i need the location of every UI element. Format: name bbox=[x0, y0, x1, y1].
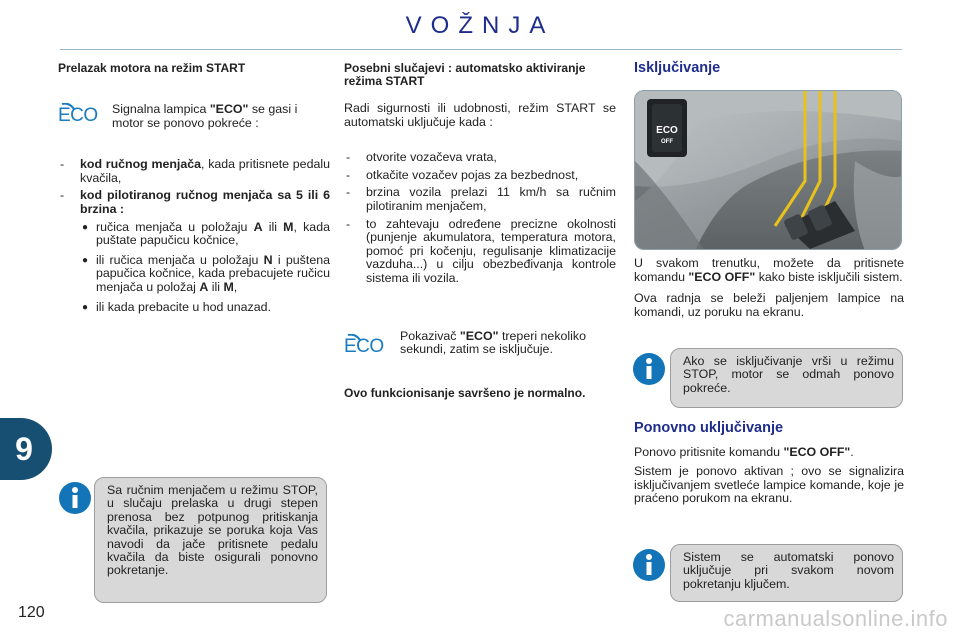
watermark: carmanualsonline.info bbox=[723, 606, 948, 631]
chapter-number: 9 bbox=[15, 430, 33, 467]
restart-section bbox=[634, 422, 904, 506]
page-number: 120 bbox=[18, 604, 45, 621]
info-icon bbox=[58, 481, 92, 515]
sub-list bbox=[80, 221, 330, 315]
eco-icon bbox=[58, 103, 104, 125]
eco-indicator-row bbox=[58, 103, 330, 130]
svg-text:OFF: OFF bbox=[661, 139, 673, 145]
list-item: - to zahtevaju određene precizne okolnosti (punjenje akumulatora, temperatura motora, pomoć pri kočenju, regulisanje klimatizacije vazduha...) u cilju obezbeđivanja kontrole sistema ili vozila. bbox=[344, 218, 616, 286]
normal-operation-note: Ovo funkcionisanje savršeno je normalno. bbox=[344, 385, 586, 400]
svg-text:ECO: ECO bbox=[656, 125, 678, 136]
chapter-tab[interactable] bbox=[0, 418, 52, 480]
info-icon bbox=[632, 548, 666, 582]
info-box-stop-mode: Ako se isključivanje vrši u režimu STOP, motor se odmah ponovo pokreće. bbox=[670, 348, 903, 408]
list-item: - kod pilotiranog ručnog menjača sa 5 ili 6 brzina : ● ručica menjača u položaju A ili M, kada puštate papučicu kočnice, ● ili ručica menjača u položaju N i puštena papučica kočnice, kada prebacujete ručicu menjača u položaj A ili M, ● ili kada prebacite u hod unazad. bbox=[58, 189, 330, 314]
eco-flash-text: Pokazivač "ECO" treperi nekoliko sekundi, zatim se isključuje. bbox=[400, 328, 586, 357]
special-intro: Radi sigurnosti ili udobnosti, režim START se automatski uključuje kada : bbox=[344, 101, 616, 129]
switch-off-text bbox=[634, 257, 904, 319]
eco-flash-row bbox=[344, 330, 616, 357]
special-conditions-list bbox=[344, 151, 616, 285]
list-item: - otvorite vozačeva vrata, bbox=[344, 151, 616, 165]
section-heading-start: Prelazak motora na režim START bbox=[58, 61, 246, 75]
column-special-cases bbox=[344, 62, 616, 400]
eco-icon bbox=[344, 334, 390, 356]
section-heading-restart: Ponovno uključivanje bbox=[634, 420, 784, 436]
switch-off-para-2: Ova radnja se beleži paljenjem lampice na komandi, uz poruku na ekranu. bbox=[634, 291, 904, 319]
column-start-mode bbox=[58, 62, 330, 320]
list-item: - kod ručnog menjača, kada pritisnete pedalu kvačila, bbox=[58, 158, 330, 185]
start-conditions-list bbox=[58, 158, 330, 314]
info-icon bbox=[632, 352, 666, 386]
eco-off-button-photo bbox=[634, 90, 902, 250]
section-heading-switch-off: Isključivanje bbox=[634, 60, 721, 76]
list-item: ● ručica menjača u položaju A ili M, kada puštate papučicu kočnice, bbox=[80, 221, 330, 248]
switch-off-para-1: U svakom trenutku, možete da pritisnete komandu "ECO OFF" kako biste isključili sistem. bbox=[634, 256, 904, 284]
page-title: VOŽNJA bbox=[405, 12, 555, 39]
list-item: ● ili ručica menjača u položaju N i puštena papučica kočnice, kada prebacujete ručicu menjača u položaj A ili M, bbox=[80, 254, 330, 295]
list-item: - otkačite vozačev pojas za bezbednost, bbox=[344, 169, 616, 183]
eco-indicator-text: Signalna lampica "ECO" se gasi i motor se ponovo pokreće : bbox=[112, 102, 298, 130]
info-box-manual-gearbox: Sa ručnim menjačem u režimu STOP, u slučaju prelaska u drugi stepen prenosa bez potpunog pritiskanja kvačila, prikazuje se poruka koja Vas navodi da jače pritisnete pedalu kvačila da biste osigurali ponovno pokretanje. bbox=[94, 477, 327, 603]
title-divider bbox=[60, 49, 902, 50]
restart-para-2: Sistem je ponovo aktivan ; ovo se signalizira isključivanjem svetleće lampice komande, koje je praćeno porukom na ekranu. bbox=[634, 464, 904, 506]
section-heading-special: Posebni slučajevi : automatsko aktiviranje režima START bbox=[344, 61, 586, 88]
restart-para-1: Ponovo pritisnite komandu "ECO OFF". bbox=[634, 444, 854, 459]
svg-text:ECO: ECO bbox=[344, 335, 384, 356]
column-eco-off bbox=[634, 62, 904, 76]
info-box-auto-restart: Sistem se automatski ponovo uključuje pri svakom novom pokretanju ključem. bbox=[670, 544, 903, 602]
list-item: - brzina vozila prelazi 11 km/h sa ručnim pilotiranim menjačem, bbox=[344, 186, 616, 213]
svg-text:ECO: ECO bbox=[58, 105, 98, 125]
list-item: ● ili kada prebacite u hod unazad. bbox=[80, 301, 330, 315]
